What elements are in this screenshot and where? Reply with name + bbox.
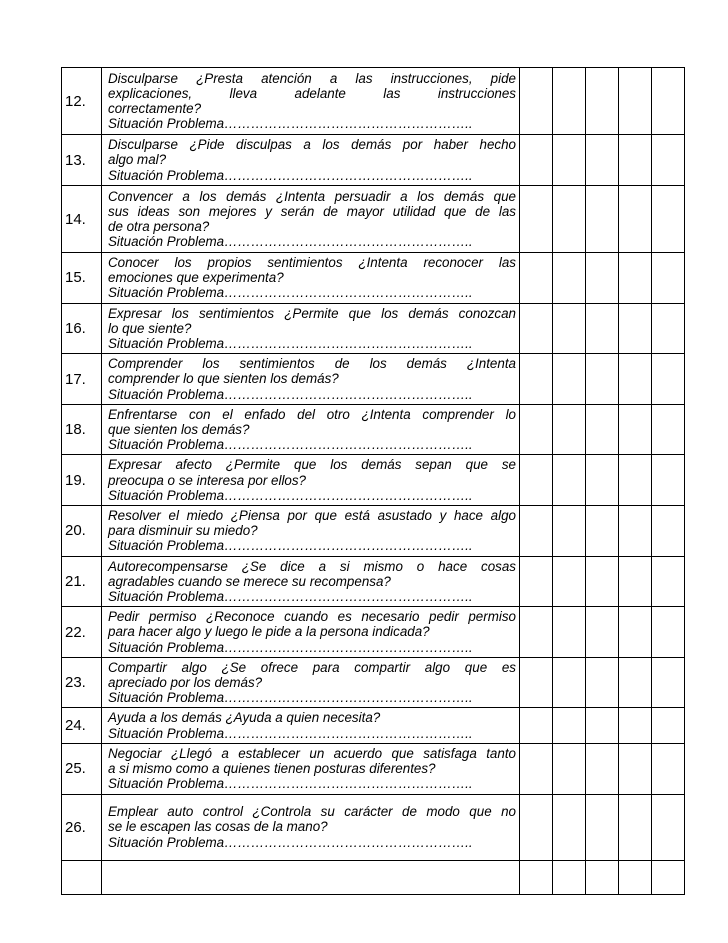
rating-cell[interactable] xyxy=(520,860,553,894)
item-description xyxy=(102,657,520,708)
description-line: correctamente? xyxy=(108,101,202,116)
rating-cell[interactable] xyxy=(586,404,619,455)
rating-cell[interactable] xyxy=(586,303,619,354)
rating-cell[interactable] xyxy=(586,556,619,607)
item-number xyxy=(62,860,102,894)
rating-cell[interactable] xyxy=(586,708,619,743)
rating-cell[interactable] xyxy=(586,186,619,253)
rating-cell[interactable] xyxy=(619,135,652,186)
rating-cell[interactable] xyxy=(652,708,685,743)
rating-cell[interactable] xyxy=(553,135,586,186)
rating-cell[interactable] xyxy=(520,186,553,253)
rating-cell[interactable] xyxy=(586,135,619,186)
table-row xyxy=(62,404,685,455)
table-row xyxy=(62,186,685,253)
rating-cell[interactable] xyxy=(553,303,586,354)
item-number: 23. xyxy=(62,657,102,708)
description-line: se le escapen las cosas de la mano? xyxy=(108,819,328,835)
description-line: sus ideas son mejores y serán de mayor utilidad que de las xyxy=(108,203,516,219)
situation-problema-line: Situación Problema……………………………………………….. xyxy=(108,234,473,250)
rating-cell[interactable] xyxy=(520,506,553,557)
rating-cell[interactable] xyxy=(520,556,553,607)
situation-problema-line: Situación Problema……………………………………………….. xyxy=(108,487,473,503)
table-row xyxy=(62,860,685,894)
rating-cell[interactable] xyxy=(586,657,619,708)
description-line: agradables cuando se merece su recompensa? xyxy=(108,573,391,589)
item-description xyxy=(102,404,520,455)
table-row xyxy=(62,253,685,304)
item-description xyxy=(102,743,520,794)
rating-cell[interactable] xyxy=(520,607,553,658)
situation-problema-line: Situación Problema……………………………………………….. xyxy=(108,336,473,352)
table-row xyxy=(62,708,685,743)
rating-cell[interactable] xyxy=(553,860,586,894)
rating-cell[interactable] xyxy=(619,556,652,607)
description-line: Compartir algo ¿Se ofrece para compartir algo que es xyxy=(108,659,516,675)
rating-cell[interactable] xyxy=(652,607,685,658)
table-row xyxy=(62,455,685,506)
situation-problema-line: Situación Problema……………………………………………….. xyxy=(108,690,473,706)
rating-cell[interactable] xyxy=(586,860,619,894)
situation-problema-line: Situación Problema……………………………………………….. xyxy=(108,834,473,850)
description-line: comprender lo que sienten los demás? xyxy=(108,371,339,387)
rating-cell[interactable] xyxy=(619,68,652,135)
item-description xyxy=(102,455,520,506)
item-description xyxy=(102,135,520,186)
rating-cell[interactable] xyxy=(553,253,586,304)
table-row xyxy=(62,68,685,135)
rating-cell[interactable] xyxy=(652,657,685,708)
item-number: 14. xyxy=(62,186,102,253)
rating-cell[interactable] xyxy=(520,404,553,455)
item-description xyxy=(102,253,520,304)
rating-cell[interactable] xyxy=(586,743,619,794)
rating-cell[interactable] xyxy=(553,743,586,794)
rating-cell[interactable] xyxy=(586,506,619,557)
rating-cell[interactable] xyxy=(520,135,553,186)
description-line: Emplear auto control ¿Controla su carácter de modo que no xyxy=(108,804,516,820)
description-line: que sienten los demás? xyxy=(108,422,250,438)
situation-problema-line: Situación Problema……………………………………………….. xyxy=(108,776,473,792)
description-line: apreciado por los demás? xyxy=(108,675,263,691)
description-line: Disculparse ¿Pide disculpas a los demás por haber hecho xyxy=(108,137,516,153)
item-description xyxy=(102,506,520,557)
rating-cell[interactable] xyxy=(553,607,586,658)
rating-cell[interactable] xyxy=(652,135,685,186)
rating-cell[interactable] xyxy=(520,68,553,135)
item-description xyxy=(102,708,520,743)
description-line: emociones que experimenta? xyxy=(108,270,284,286)
description-line: Negociar ¿Llegó a establecer un acuerdo que satisfaga tanto xyxy=(108,745,516,761)
rating-cell[interactable] xyxy=(619,743,652,794)
rating-cell[interactable] xyxy=(586,253,619,304)
rating-cell[interactable] xyxy=(619,354,652,405)
rating-cell[interactable] xyxy=(553,186,586,253)
rating-cell[interactable] xyxy=(520,657,553,708)
rating-cell[interactable] xyxy=(619,708,652,743)
table-row xyxy=(62,303,685,354)
item-description xyxy=(102,794,520,860)
rating-cell[interactable] xyxy=(619,794,652,860)
situation-problema-line: Situación Problema……………………………………………….. xyxy=(108,725,473,741)
rating-cell[interactable] xyxy=(520,354,553,405)
rating-cell[interactable] xyxy=(619,506,652,557)
item-description xyxy=(102,860,520,894)
item-number: 13. xyxy=(62,135,102,186)
table-row xyxy=(62,135,685,186)
rating-cell[interactable] xyxy=(652,506,685,557)
situation-problema-line: Situación Problema……………………………………………….. xyxy=(108,437,473,453)
rating-cell[interactable] xyxy=(652,455,685,506)
rating-cell[interactable] xyxy=(619,657,652,708)
description-line: Expresar afecto ¿Permite que los demás sepan que se xyxy=(108,457,516,473)
item-number: 20. xyxy=(62,506,102,557)
rating-cell[interactable] xyxy=(553,657,586,708)
table-row xyxy=(62,794,685,860)
rating-cell[interactable] xyxy=(652,354,685,405)
item-description xyxy=(102,354,520,405)
item-description xyxy=(102,303,520,354)
description-line: de otra persona? xyxy=(108,219,210,234)
rating-cell[interactable] xyxy=(553,556,586,607)
rating-cell[interactable] xyxy=(619,607,652,658)
rating-cell[interactable] xyxy=(652,860,685,894)
rating-cell[interactable] xyxy=(619,860,652,894)
skills-table xyxy=(61,67,685,895)
description-line: Expresar los sentimientos ¿Permite que los demás conozcan xyxy=(108,305,516,321)
rating-cell[interactable] xyxy=(553,794,586,860)
description-line: preocupa o se interesa por ellos? xyxy=(108,472,307,488)
item-description xyxy=(102,607,520,658)
rating-cell[interactable] xyxy=(652,794,685,860)
rating-cell[interactable] xyxy=(586,68,619,135)
situation-problema-line: Situación Problema……………………………………………….. xyxy=(108,538,473,554)
rating-cell[interactable] xyxy=(586,455,619,506)
rating-cell[interactable] xyxy=(652,186,685,253)
item-description xyxy=(102,186,520,253)
rating-cell[interactable] xyxy=(553,354,586,405)
description-line: para hacer algo y luego le pide a la persona indicada? xyxy=(108,624,430,640)
rating-cell[interactable] xyxy=(553,68,586,135)
description-line: Autorecompensarse ¿Se dice a si mismo o hace cosas xyxy=(108,558,516,574)
rating-cell[interactable] xyxy=(520,455,553,506)
table-row xyxy=(62,743,685,794)
table-row xyxy=(62,354,685,405)
situation-problema-line: Situación Problema……………………………………………….. xyxy=(108,386,473,402)
rating-cell[interactable] xyxy=(520,253,553,304)
rating-cell[interactable] xyxy=(586,607,619,658)
rating-cell[interactable] xyxy=(619,303,652,354)
item-number: 17. xyxy=(62,354,102,405)
rating-cell[interactable] xyxy=(652,404,685,455)
table-row xyxy=(62,607,685,658)
item-number: 19. xyxy=(62,455,102,506)
item-number: 22. xyxy=(62,607,102,658)
rating-cell[interactable] xyxy=(553,708,586,743)
description-line: Convencer a los demás ¿Intenta persuadir a los demás que xyxy=(108,188,516,204)
situation-problema-line: Situación Problema……………………………………………….. xyxy=(108,285,473,301)
description-line: para disminuir su miedo? xyxy=(108,523,258,539)
rating-cell[interactable] xyxy=(652,303,685,354)
rating-cell[interactable] xyxy=(652,743,685,794)
item-description xyxy=(102,68,520,135)
description-line: algo mal? xyxy=(108,152,167,168)
rating-cell[interactable] xyxy=(586,794,619,860)
description-line: Disculparse ¿Presta atención a las instrucciones, pide xyxy=(108,70,516,86)
item-number: 12. xyxy=(62,68,102,135)
table-row xyxy=(62,506,685,557)
rating-cell[interactable] xyxy=(619,253,652,304)
rating-cell[interactable] xyxy=(619,404,652,455)
description-line: lo que siente? xyxy=(108,320,192,336)
description-line: a si mismo como a quienes tienen posturas diferentes? xyxy=(108,761,436,777)
table-row xyxy=(62,657,685,708)
rating-cell[interactable] xyxy=(520,303,553,354)
item-number: 15. xyxy=(62,253,102,304)
rating-cell[interactable] xyxy=(553,506,586,557)
description-line: Ayuda a los demás ¿Ayuda a quien necesita? xyxy=(108,710,381,726)
item-number: 21. xyxy=(62,556,102,607)
item-number: 24. xyxy=(62,708,102,743)
description-line: Comprender los sentimientos de los demás ¿Intenta xyxy=(108,356,516,372)
rating-cell[interactable] xyxy=(586,354,619,405)
rating-cell[interactable] xyxy=(652,556,685,607)
rating-cell[interactable] xyxy=(553,404,586,455)
item-number: 26. xyxy=(62,794,102,860)
situation-problema-line: Situación Problema……………………………………………….. xyxy=(108,167,473,183)
rating-cell[interactable] xyxy=(520,743,553,794)
situation-problema-line: Situación Problema……………………………………………….. xyxy=(108,589,473,605)
description-line: Enfrentarse con el enfado del otro ¿Intenta comprender lo xyxy=(108,406,516,422)
description-line: Pedir permiso ¿Reconoce cuando es necesario pedir permiso xyxy=(108,609,516,625)
rating-cell[interactable] xyxy=(553,455,586,506)
description-line: Resolver el miedo ¿Piensa por que está asustado y hace algo xyxy=(108,508,516,524)
rating-cell[interactable] xyxy=(619,186,652,253)
rating-cell[interactable] xyxy=(520,794,553,860)
situation-problema-line: Situación Problema……………………………………………….. xyxy=(108,639,473,655)
rating-cell[interactable] xyxy=(619,455,652,506)
situation-problema-line: Situación Problema……………………………………………….. xyxy=(108,116,473,132)
rating-cell[interactable] xyxy=(652,253,685,304)
item-number: 16. xyxy=(62,303,102,354)
item-number: 18. xyxy=(62,404,102,455)
description-line: explicaciones, lleva adelante las instrucciones xyxy=(108,85,516,101)
item-number: 25. xyxy=(62,743,102,794)
skills-table-body xyxy=(62,68,685,895)
description-line: Conocer los propios sentimientos ¿Intenta reconocer las xyxy=(108,255,516,270)
rating-cell[interactable] xyxy=(520,708,553,743)
table-row xyxy=(62,556,685,607)
item-description xyxy=(102,556,520,607)
rating-cell[interactable] xyxy=(652,68,685,135)
